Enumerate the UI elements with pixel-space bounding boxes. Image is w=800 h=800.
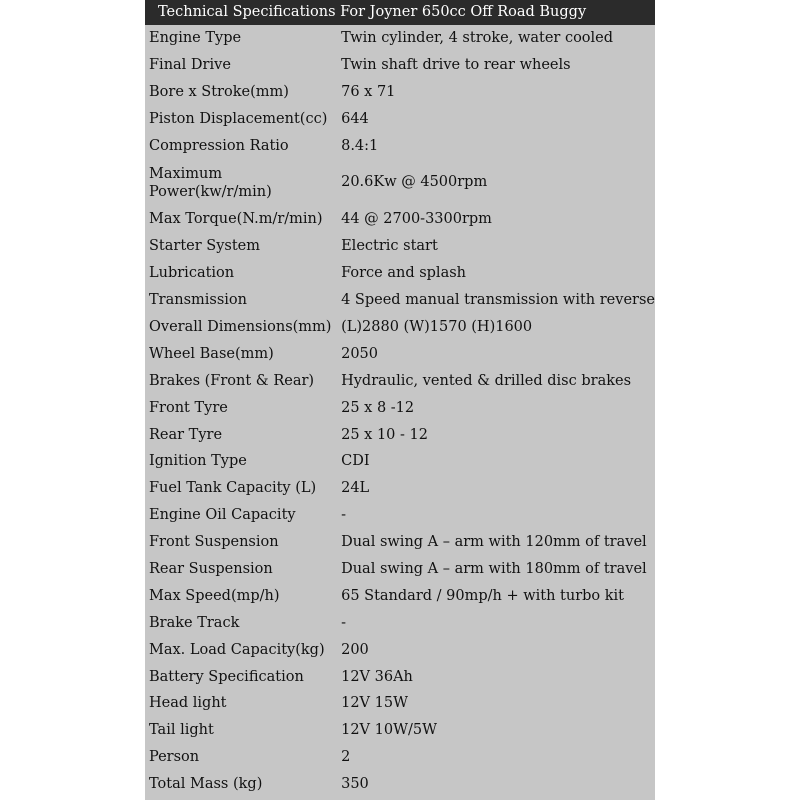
spec-label: Max Torque(N.m/r/min) <box>149 211 323 228</box>
spec-value: 76 x 71 <box>341 83 396 100</box>
spec-label: Bore x Stroke(mm) <box>149 83 289 100</box>
spec-label: Head light <box>149 695 227 712</box>
spec-label: Maximum Power(kw/r/min) <box>149 165 272 200</box>
table-row <box>145 502 655 529</box>
spec-label: Compression Ratio <box>149 137 289 154</box>
spec-label: Rear Suspension <box>149 560 273 577</box>
table-row <box>145 556 655 583</box>
spec-table <box>145 25 655 798</box>
spec-value: 25 x 10 - 12 <box>341 426 428 443</box>
table-row <box>145 79 655 106</box>
spec-value: 44 @ 2700-3300rpm <box>341 211 492 228</box>
spec-label: Transmission <box>149 292 248 309</box>
spec-label: Max Speed(mp/h) <box>149 587 280 604</box>
table-row <box>145 133 655 160</box>
table-row <box>145 422 655 449</box>
spec-label: Starter System <box>149 238 261 255</box>
table-row <box>145 314 655 341</box>
spec-value: 350 <box>341 776 369 793</box>
spec-value: 65 Standard / 90mp/h + with turbo kit <box>341 587 625 604</box>
table-row <box>145 25 655 52</box>
spec-value: - <box>341 614 346 631</box>
spec-label: Front Suspension <box>149 534 279 551</box>
spec-value: 2 <box>341 749 351 766</box>
spec-value: 8.4:1 <box>341 137 379 154</box>
table-row <box>145 717 655 744</box>
table-row <box>145 206 655 233</box>
spec-label: Total Mass (kg) <box>149 776 263 793</box>
spec-label: Fuel Tank Capacity (L) <box>149 480 317 497</box>
table-row <box>145 664 655 691</box>
spec-label: Max. Load Capacity(kg) <box>149 641 325 658</box>
spec-value: 12V 15W <box>341 695 408 712</box>
spec-value: Force and splash <box>341 265 466 282</box>
spec-label: Brakes (Front & Rear) <box>149 372 315 389</box>
spec-sheet <box>145 0 655 800</box>
spec-label: Piston Displacement(cc) <box>149 110 328 127</box>
table-row <box>145 744 655 771</box>
table-row <box>145 233 655 260</box>
spec-label: Front Tyre <box>149 399 228 416</box>
table-row <box>145 341 655 368</box>
table-row <box>145 529 655 556</box>
spec-label: Brake Track <box>149 614 240 631</box>
spec-label: Battery Specification <box>149 668 304 685</box>
table-row <box>145 771 655 798</box>
table-row <box>145 159 655 206</box>
table-row <box>145 52 655 79</box>
table-row <box>145 395 655 422</box>
spec-value: 20.6Kw @ 4500rpm <box>341 174 488 191</box>
spec-value: Hydraulic, vented & drilled disc brakes <box>341 372 632 389</box>
spec-title: Technical Specifications For Joyner 650cc Off Road Buggy <box>145 0 655 25</box>
spec-value: 25 x 8 -12 <box>341 399 415 416</box>
table-row <box>145 448 655 475</box>
spec-value: Dual swing A – arm with 120mm of travel <box>341 534 647 551</box>
spec-value: Twin shaft drive to rear wheels <box>341 56 571 73</box>
spec-label: Ignition Type <box>149 453 247 470</box>
table-row <box>145 106 655 133</box>
spec-label: Engine Oil Capacity <box>149 507 296 524</box>
spec-value: 12V 36Ah <box>341 668 413 685</box>
table-row <box>145 475 655 502</box>
spec-value: (L)2880 (W)1570 (H)1600 <box>341 318 533 335</box>
spec-label: Wheel Base(mm) <box>149 345 274 362</box>
spec-value: 4 Speed manual transmission with reverse <box>341 292 655 309</box>
spec-label: Lubrication <box>149 265 235 282</box>
spec-value: 24L <box>341 480 370 497</box>
spec-value: CDI <box>341 453 370 470</box>
table-row <box>145 583 655 610</box>
spec-value: - <box>341 507 346 524</box>
spec-value: Twin cylinder, 4 stroke, water cooled <box>341 29 614 46</box>
spec-label: Rear Tyre <box>149 426 223 443</box>
spec-value: 2050 <box>341 345 378 362</box>
spec-label: Overall Dimensions(mm) <box>149 318 332 335</box>
table-row <box>145 260 655 287</box>
table-row <box>145 690 655 717</box>
spec-value: 644 <box>341 110 369 127</box>
spec-label: Final Drive <box>149 56 231 73</box>
spec-label: Tail light <box>149 722 214 739</box>
spec-value: 12V 10W/5W <box>341 722 437 739</box>
table-row <box>145 610 655 637</box>
spec-value: 200 <box>341 641 369 658</box>
table-row <box>145 287 655 314</box>
spec-value: Electric start <box>341 238 438 255</box>
spec-value: Dual swing A – arm with 180mm of travel <box>341 560 647 577</box>
spec-label: Engine Type <box>149 29 242 46</box>
table-row <box>145 637 655 664</box>
spec-label: Person <box>149 749 200 766</box>
table-row <box>145 368 655 395</box>
